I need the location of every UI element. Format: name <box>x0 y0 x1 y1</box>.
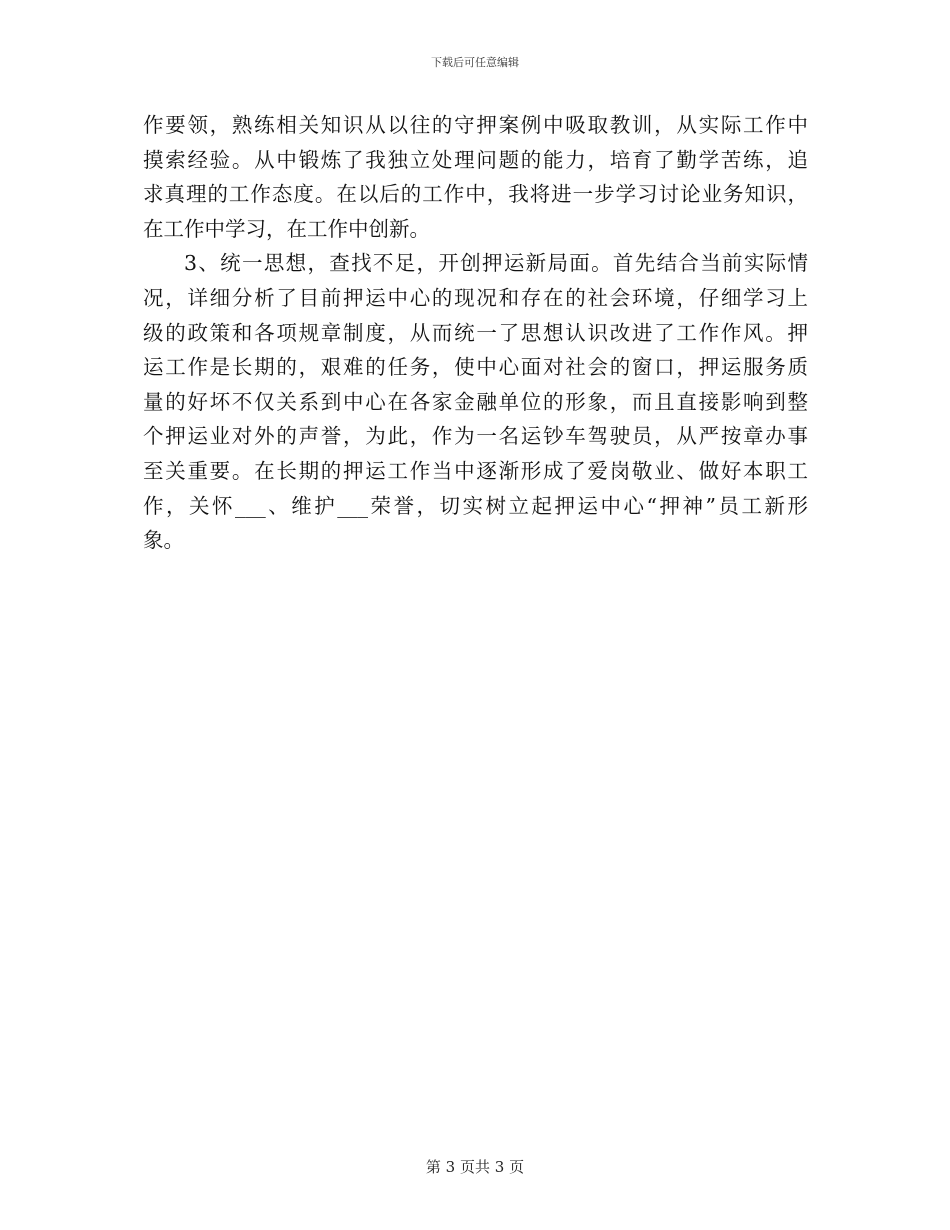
text-line: 个押运业对外的声誉，为此，作为一名运钞车驾驶员，从严按章办事 <box>143 424 808 449</box>
text-line: 在工作中学习，在工作中创新。 <box>143 216 430 241</box>
text-line: 级的政策和各项规章制度，从而统一了思想认识改进了工作作风。押 <box>143 320 808 345</box>
page-number: 第 3 页共 3 页 <box>425 1158 525 1176</box>
text-line: 求真理的工作态度。在以后的工作中，我将进一步学习讨论业务知识， <box>143 182 808 207</box>
page-header: 下载后可任意编辑 <box>431 56 519 69</box>
text-line: 量的好坏不仅关系到中心在各家金融单位的形象，而且直接影响到整 <box>143 389 808 414</box>
text-line: 至关重要。在长期的押运工作当中逐渐形成了爱岗敬业、做好本职工 <box>143 458 808 483</box>
text-line: 摸索经验。从中锻炼了我独立处理问题的能力，培育了勤学苦练，追 <box>143 147 808 172</box>
document-body <box>143 108 808 558</box>
text-line: 况，详细分析了目前押运中心的现况和存在的社会环境，仔细学习上 <box>143 285 808 310</box>
text-line: 作要领，熟练相关知识从以往的守押案例中吸取教训，从实际工作中 <box>143 113 808 137</box>
text-line: 3、统一思想，查找不足，开创押运新局面。首先结合当前实际情 <box>184 251 808 276</box>
paragraph-1 <box>143 108 808 246</box>
text-line: 象。 <box>143 528 184 553</box>
text-line: 作，关怀___、维护___荣誉，切实树立起押运中心“押神”员工新形 <box>143 493 808 518</box>
paragraph-2 <box>143 246 808 557</box>
text-line: 运工作是长期的，艰难的任务，使中心面对社会的窗口，押运服务质 <box>143 355 808 380</box>
